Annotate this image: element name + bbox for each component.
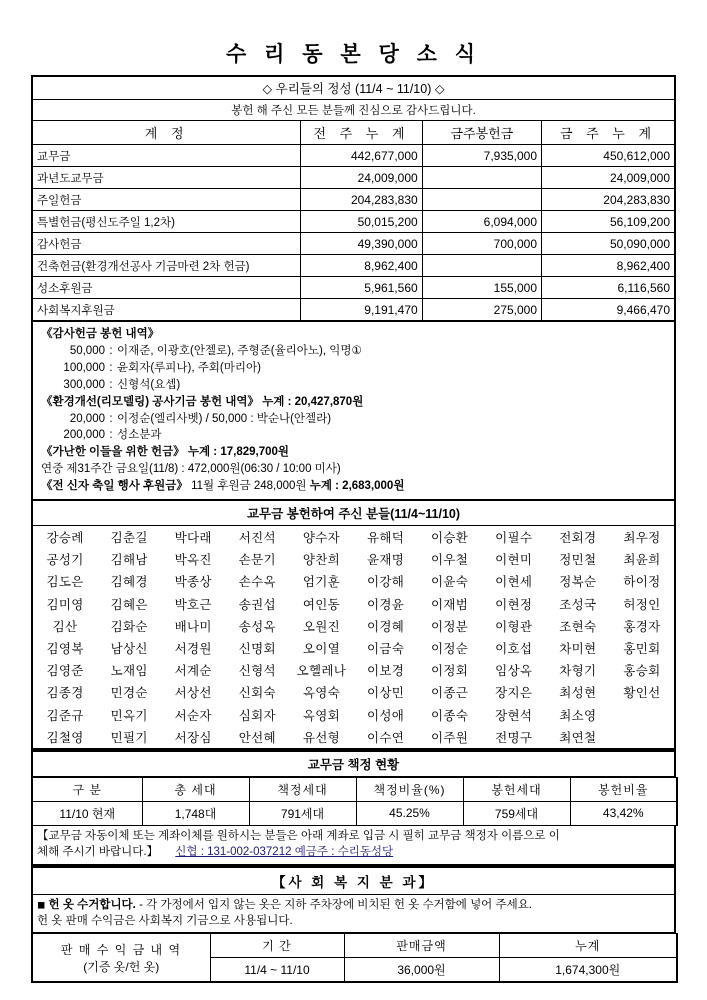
- donor-name: 최성현: [559, 686, 597, 701]
- donor-name: 여인동: [302, 597, 340, 612]
- table-row: [32, 255, 675, 277]
- donor-name: 김준규: [46, 708, 84, 723]
- donor-name: 홍경자: [623, 619, 661, 634]
- donor-name: 김해남: [110, 553, 148, 568]
- row-week-total: 9,466,470: [542, 299, 675, 322]
- row-week-total: 50,090,000: [542, 233, 675, 255]
- donor-name: 박옥진: [174, 553, 212, 568]
- allocation-note-line2: [37, 844, 670, 860]
- environment-fund-line: [33, 427, 674, 444]
- table-row: [33, 704, 674, 726]
- donor-name: 안선혜: [238, 730, 276, 745]
- donor-name: 오원진: [302, 619, 340, 634]
- donor-name: 박다래: [174, 531, 212, 546]
- donor-name: 이필수: [495, 531, 533, 546]
- donor-name: 신형석: [238, 664, 276, 679]
- allocation-note-text1: 【교무금 자동이체 또는 계좌이체를 원하시는 분들은 아래 계좌로 입금 시 필히 교무금 책정자 이름으로 이: [37, 829, 560, 842]
- donor-name: 황인선: [623, 686, 661, 701]
- donor-name: 이현미: [495, 553, 533, 568]
- welfare-notice-title: 헌 옷 수거합니다.: [48, 898, 136, 911]
- table-row: [32, 299, 675, 322]
- feast-support-total: 누계 : 2,683,000원: [309, 480, 405, 493]
- thanks-amount: 300,000: [63, 378, 105, 391]
- welfare-notice-body: - 각 가정에서 입지 않는 옷은 지하 주차장에 비치된 헌 옷 수거함에 넣어 주세요.: [135, 898, 533, 911]
- row-week-total: 6,116,560: [542, 277, 675, 299]
- row-week-offering: 700,000: [422, 233, 541, 255]
- row-prev-total: 49,390,000: [301, 233, 422, 255]
- donor-name: 임상옥: [495, 664, 533, 679]
- donor-name: 조성국: [559, 597, 597, 612]
- separator-colon: :: [109, 429, 113, 442]
- table-row: [33, 548, 674, 570]
- donor-name: 박호근: [174, 597, 212, 612]
- donor-name: 이경윤: [366, 597, 405, 612]
- donor-name: 서계순: [174, 664, 212, 679]
- donor-name: 장지은: [495, 686, 533, 701]
- table-row: [32, 167, 675, 189]
- alloc-col-division: 구 분: [32, 777, 142, 801]
- table-row: [32, 277, 675, 299]
- welfare-notice-line1: [37, 897, 670, 913]
- feast-support-line: [33, 478, 674, 495]
- donor-name: 이승환: [431, 531, 469, 546]
- donor-name: 허정인: [623, 597, 661, 612]
- donor-name: 손수옥: [238, 575, 276, 590]
- donor-name: 양수자: [302, 531, 340, 546]
- feast-support-detail: 11월 후원금 248,000원: [191, 480, 307, 493]
- table-row: [33, 615, 674, 637]
- donor-name: 김혜경: [110, 575, 148, 590]
- donor-name: 김영복: [46, 642, 84, 657]
- row-week-total: 56,109,200: [542, 211, 675, 233]
- donor-name: 강승례: [46, 531, 84, 546]
- donor-name: 윤재명: [366, 553, 405, 568]
- donor-name: 민옥기: [110, 708, 148, 723]
- donor-name: 김영준: [46, 664, 84, 679]
- row-week-offering: [422, 255, 541, 277]
- donor-name: 이재범: [431, 597, 469, 612]
- row-prev-total: 9,191,470: [301, 299, 422, 322]
- feast-support-header: 《전 신자 축일 행사 후원금》: [41, 480, 188, 493]
- table-row: [33, 637, 674, 659]
- donor-name: 엄기훈: [302, 575, 340, 590]
- alloc-val-total-households: 1,748대: [142, 801, 249, 825]
- donor-name: 서경원: [174, 642, 212, 657]
- table-row: [32, 801, 677, 825]
- alloc-val-offering-households: 759세대: [463, 801, 570, 825]
- donor-name: 옥영회: [302, 708, 340, 723]
- donor-name: 장현석: [495, 708, 533, 723]
- donor-name: 홍민회: [623, 642, 661, 657]
- alloc-val-division: 11/10 현재: [32, 801, 142, 825]
- alloc-val-offering-rate: 43,42%: [570, 801, 677, 825]
- row-prev-total: 442,677,000: [301, 145, 422, 167]
- row-account-name: 교무금: [32, 145, 301, 167]
- donor-name: 이정회: [431, 664, 469, 679]
- thanks-donor-names: 윤회자(루피나), 주회(마리아): [117, 361, 261, 374]
- row-week-offering: 7,935,000: [422, 145, 541, 167]
- table-row: [33, 593, 674, 615]
- sales-row-label: [32, 934, 210, 983]
- donor-name: 이경혜: [366, 619, 405, 634]
- donor-name: 공성기: [46, 553, 84, 568]
- offering-details-block: [31, 322, 676, 501]
- donor-name: 이정분: [431, 619, 469, 634]
- filled-square-icon: ◼: [37, 899, 46, 911]
- donor-name: 이보경: [366, 664, 405, 679]
- bank-account-info: 신협 : 131-002-037212 예금주 : 수리동성당: [175, 846, 394, 859]
- donor-name: 하이정: [623, 575, 661, 590]
- row-account-name: 과년도교무금: [32, 167, 301, 189]
- separator-colon: :: [109, 412, 113, 425]
- environment-donor-names: 성소분과: [117, 429, 162, 442]
- sales-row-label-line1: 판 매 수 익 금 내 역: [60, 942, 182, 957]
- donor-name: 이윤숙: [431, 575, 469, 590]
- donor-name: 이상민: [366, 686, 405, 701]
- clothing-sales-table: [31, 933, 678, 983]
- donor-name: 최윤희: [623, 553, 661, 568]
- donor-name: 유선형: [302, 730, 340, 745]
- thanks-offering-line: [33, 377, 674, 394]
- poor-offering-header: 《가난한 이들을 위한 헌금》: [41, 446, 185, 459]
- sales-val-period: 11/4 ~ 11/10: [210, 958, 344, 983]
- donor-name: 이주원: [431, 730, 469, 745]
- row-week-offering: [422, 167, 541, 189]
- row-account-name: 주일헌금: [32, 189, 301, 211]
- col-account: 계 정: [32, 121, 301, 145]
- donor-name: 차미현: [559, 642, 597, 657]
- sales-val-cumulative: 1,674,300원: [499, 958, 677, 983]
- sales-col-amount: 판매금액: [344, 934, 499, 958]
- donor-name: 서장심: [174, 730, 212, 745]
- poor-offering-detail: 연중 제31주간 금요일(11/8) : 472,000원(06:30 / 10:00 미사): [41, 463, 341, 476]
- row-account-name: 건축헌금(환경개선공사 기금마련 2차 헌금): [32, 255, 301, 277]
- allocation-header: 교무금 책정 현황: [31, 750, 676, 777]
- sales-col-period: 기 간: [210, 934, 344, 958]
- donor-name: 김혜은: [110, 597, 148, 612]
- allocation-table: [31, 777, 678, 826]
- environment-fund-line: [33, 411, 674, 428]
- row-account-name: 감사헌금: [32, 233, 301, 255]
- donor-name: 이정순: [431, 642, 469, 657]
- row-week-offering: 275,000: [422, 299, 541, 322]
- offering-band-sub-row: [32, 100, 675, 121]
- donor-name: 김화순: [110, 619, 148, 634]
- donor-name: 배나미: [174, 619, 212, 634]
- alloc-col-offering-households: 봉헌세대: [463, 777, 570, 801]
- donor-name: 이현정: [495, 597, 533, 612]
- donor-name: 정민철: [559, 553, 597, 568]
- donor-name: 이현세: [495, 575, 533, 590]
- page-title: 수 리 동 본 당 소 식: [225, 43, 481, 66]
- donor-name: 최연철: [559, 730, 597, 745]
- row-prev-total: 8,962,400: [301, 255, 422, 277]
- donor-name: 양찬희: [302, 553, 340, 568]
- row-week-total: 450,612,000: [542, 145, 675, 167]
- donor-name: 남상신: [110, 642, 148, 657]
- thanks-offering-header: 《감사헌금 봉헌 내역》: [41, 328, 160, 341]
- donor-name: 최우정: [623, 531, 661, 546]
- donor-name: 김산: [52, 619, 78, 634]
- environment-fund-total: 누계 : 20,427,870원: [262, 395, 364, 408]
- row-prev-total: 24,009,000: [301, 167, 422, 189]
- poor-offering-header-line: [33, 444, 674, 461]
- row-account-name: 사회복지후원금: [32, 299, 301, 322]
- table-row: [33, 726, 674, 748]
- donor-name: 김춘길: [110, 531, 148, 546]
- row-week-total: 8,962,400: [542, 255, 675, 277]
- donor-name: 최소영: [559, 708, 597, 723]
- allocation-note: [31, 826, 676, 866]
- table-row: [32, 934, 677, 958]
- donor-name: 노재임: [110, 664, 148, 679]
- table-row: [33, 681, 674, 703]
- row-account-name: 특별헌금(평신도주일 1,2차): [32, 211, 301, 233]
- donor-name: 정복순: [559, 575, 597, 590]
- donor-name: 송성옥: [238, 619, 276, 634]
- environment-fund-header: 《환경개선(리모델링) 공사기금 봉헌 내역》: [41, 395, 259, 408]
- sales-col-cumulative: 누계: [499, 934, 677, 958]
- donor-name: 이형관: [495, 619, 533, 634]
- donor-name: 이종숙: [431, 708, 469, 723]
- donor-name: 민필기: [110, 730, 148, 745]
- environment-amount: 200,000: [63, 429, 105, 442]
- offering-band-subtitle: 봉헌 해 주신 모든 분들께 진심으로 감사드립니다.: [32, 100, 675, 121]
- donor-name: 손문기: [238, 553, 276, 568]
- welfare-notice: [31, 895, 676, 934]
- thanks-amount: 100,000: [63, 361, 105, 374]
- thanks-offering-line: [33, 343, 674, 360]
- welfare-header: 【사 회 복 지 분 과】: [31, 866, 676, 895]
- table-row: [32, 211, 675, 233]
- donor-name: 김철영: [46, 730, 84, 745]
- donor-name: 옥영숙: [302, 686, 340, 701]
- sales-val-amount: 36,000원: [344, 958, 499, 983]
- donor-name: 김미영: [46, 597, 84, 612]
- donor-name: 이우철: [431, 553, 469, 568]
- table-row: [32, 777, 677, 801]
- separator-colon: :: [109, 378, 113, 391]
- donors-header: 교무금 봉헌하여 주신 분들(11/4~11/10): [33, 501, 674, 526]
- alloc-val-assigned-households: 791세대: [249, 801, 356, 825]
- donor-name: 이성애: [366, 708, 405, 723]
- donor-name: 오이열: [302, 642, 340, 657]
- thanks-offering-line: [33, 360, 674, 377]
- separator-colon: :: [109, 361, 113, 374]
- offering-band-title: ◇ 우리들의 정성 (11/4 ~ 11/10) ◇: [32, 76, 675, 100]
- thanks-amount: 50,000: [69, 344, 105, 357]
- col-week-total: 금 주 누 계: [542, 121, 675, 145]
- donors-grid: [33, 526, 674, 748]
- donor-name: 박종상: [174, 575, 212, 590]
- donor-name: 김종경: [46, 686, 84, 701]
- alloc-col-assigned-households: 책정세대: [249, 777, 356, 801]
- alloc-col-total-households: 총 세대: [142, 777, 249, 801]
- donor-name: 민경순: [110, 686, 148, 701]
- donors-block: [31, 501, 676, 750]
- donor-name: 이호섭: [495, 642, 533, 657]
- donor-name: 신명회: [238, 642, 276, 657]
- donor-name: 서진석: [238, 531, 276, 546]
- environment-fund-header-line: [33, 394, 674, 411]
- donor-name: 오헬레나: [296, 664, 347, 679]
- sales-row-label-line2: (기증 옷/헌 옷): [83, 959, 160, 974]
- donor-name: [610, 726, 674, 748]
- donor-name: 이강해: [366, 575, 405, 590]
- row-prev-total: 50,015,200: [301, 211, 422, 233]
- donor-name: 이종근: [431, 686, 469, 701]
- alloc-val-assigned-rate: 45.25%: [356, 801, 463, 825]
- offering-table: [31, 75, 676, 322]
- row-week-total: 204,283,830: [542, 189, 675, 211]
- table-row: [33, 659, 674, 681]
- separator-colon: :: [109, 344, 113, 357]
- donor-name: 전회경: [559, 531, 597, 546]
- thanks-donor-names: 이재준, 이광호(안젤로), 주형준(율리아노), 익명①: [117, 344, 362, 357]
- poor-offering-total: 누계 : 17,829,700원: [187, 446, 289, 459]
- table-row: [32, 189, 675, 211]
- thanks-donor-names: 신형석(요셉): [117, 378, 181, 391]
- allocation-note-line1: [37, 828, 670, 844]
- row-prev-total: 204,283,830: [301, 189, 422, 211]
- col-week-offering: 금주봉헌금: [422, 121, 541, 145]
- row-week-offering: 155,000: [422, 277, 541, 299]
- donor-name: 이수연: [366, 730, 405, 745]
- environment-donor-names: 이정순(엘리사벳) / 50,000 : 박순나(안젤라): [117, 412, 332, 425]
- donor-name: 심회자: [238, 708, 276, 723]
- donor-name: 서상선: [174, 686, 212, 701]
- table-row: [33, 570, 674, 592]
- table-row: [33, 526, 674, 548]
- alloc-col-assigned-rate: 책정비율(%): [356, 777, 463, 801]
- table-row: [32, 233, 675, 255]
- donor-name: 조현숙: [559, 619, 597, 634]
- row-account-name: 성소후원금: [32, 277, 301, 299]
- table-row: [32, 145, 675, 167]
- environment-amount: 20,000: [69, 412, 105, 425]
- donor-name: 전명구: [495, 730, 533, 745]
- offering-header-row: [32, 121, 675, 145]
- donor-name: 김도은: [46, 575, 84, 590]
- donor-name: 신회숙: [238, 686, 276, 701]
- alloc-col-offering-rate: 봉헌비율: [570, 777, 677, 801]
- donor-name: 이금숙: [366, 642, 405, 657]
- col-prev-total: 전 주 누 계: [301, 121, 422, 145]
- row-week-total: 24,009,000: [542, 167, 675, 189]
- donor-name: 차형기: [559, 664, 597, 679]
- offering-band-title-row: [32, 76, 675, 100]
- donor-name: 홍승회: [623, 664, 661, 679]
- allocation-note-text2: 체해 주시기 바랍니다.】: [37, 846, 159, 859]
- row-week-offering: 6,094,000: [422, 211, 541, 233]
- donor-name: [610, 704, 674, 726]
- row-week-offering: [422, 189, 541, 211]
- donor-name: 송권섭: [238, 597, 276, 612]
- welfare-notice-line2: 헌 옷 판매 수익금은 사회복지 기금으로 사용됩니다.: [37, 914, 293, 927]
- row-prev-total: 5,961,560: [301, 277, 422, 299]
- donor-name: 유해덕: [366, 531, 405, 546]
- donor-name: 서순자: [174, 708, 212, 723]
